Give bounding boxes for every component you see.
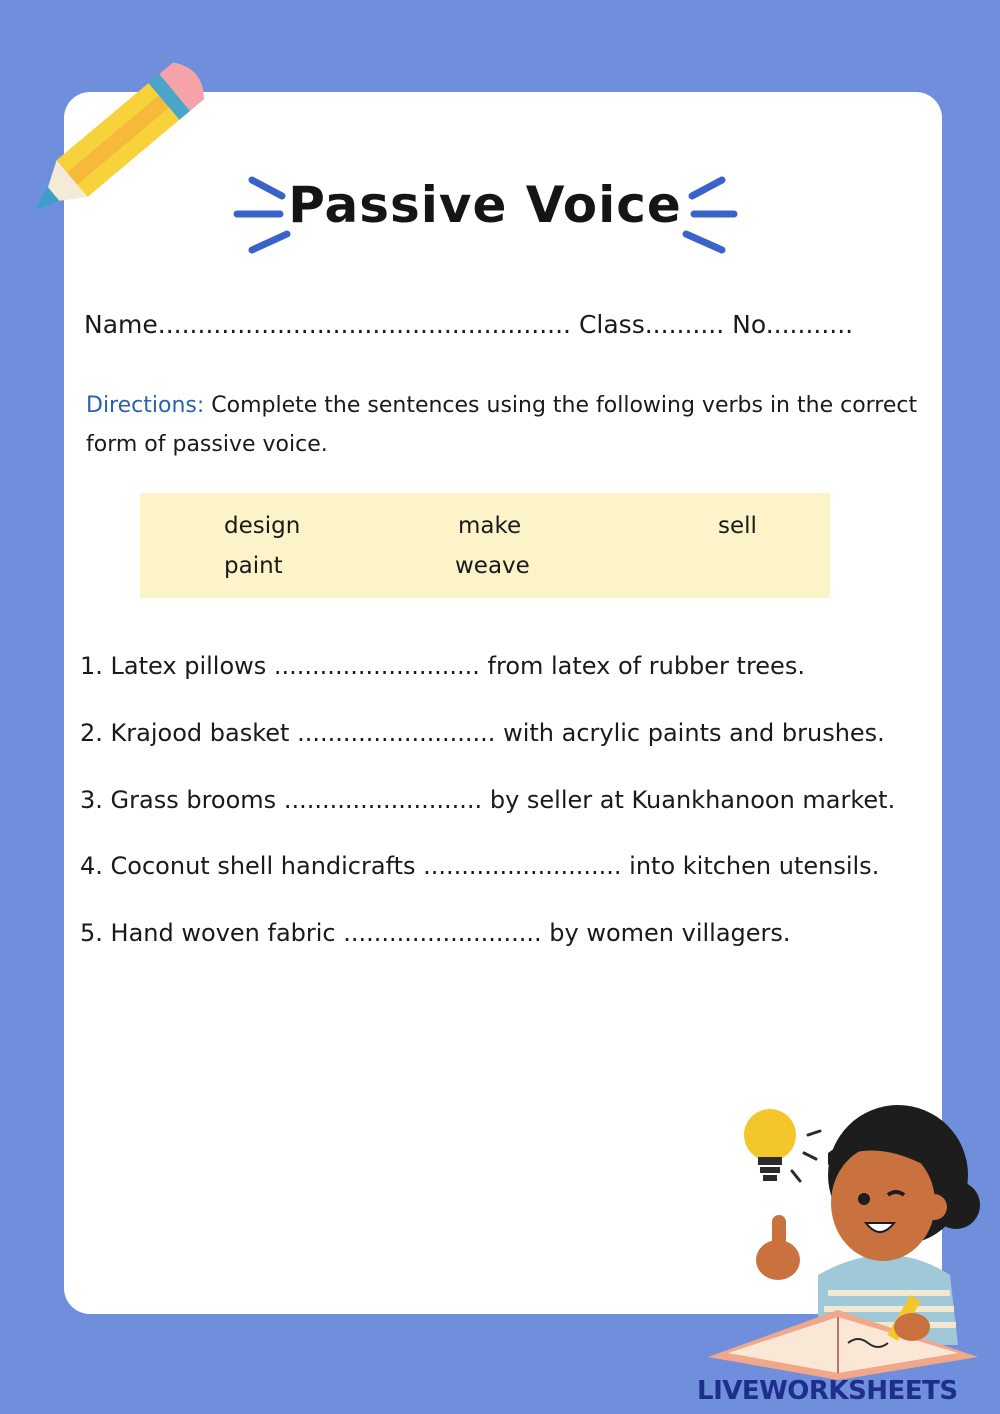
lightbulb-icon	[744, 1109, 820, 1181]
word-bank-item: weave	[455, 553, 530, 579]
question-5	[80, 919, 791, 947]
question-4	[80, 852, 879, 880]
class-field[interactable]: ..........	[644, 310, 725, 339]
question-text-before: Coconut shell handicrafts	[110, 852, 416, 880]
word-bank-item: paint	[224, 553, 283, 579]
class-label: Class	[578, 310, 645, 339]
question-text-before: Hand woven fabric	[110, 919, 336, 947]
word-bank-item: make	[458, 513, 522, 539]
student-info-line	[84, 310, 853, 339]
question-text-before: Grass brooms	[110, 786, 277, 814]
question-number: 3.	[80, 786, 103, 814]
question-text-after: into kitchen utensils.	[629, 852, 880, 880]
answer-blank[interactable]: ..........................	[283, 786, 483, 814]
answer-blank[interactable]: ..........................	[297, 719, 496, 747]
answer-blank[interactable]: ..........................	[343, 919, 542, 947]
question-3	[80, 786, 895, 814]
directions	[86, 386, 936, 464]
girl-illustration	[688, 1095, 988, 1385]
answer-blank[interactable]: ..........................	[423, 852, 622, 880]
question-text-after: from latex of rubber trees.	[487, 652, 805, 680]
liveworksheets-logo: LIVEWORKSHEETS	[697, 1376, 958, 1406]
question-text-after: by seller at Kuankhanoon market.	[489, 786, 896, 814]
question-1	[80, 652, 805, 680]
no-field[interactable]: ...........	[765, 310, 854, 339]
word-bank-item: design	[224, 513, 301, 539]
question-number: 5.	[80, 919, 103, 947]
directions-label: Directions:	[86, 393, 205, 418]
question-number: 1.	[80, 652, 103, 680]
question-number: 2.	[80, 719, 103, 747]
question-text-after: by women villagers.	[549, 919, 791, 947]
name-label: Name	[84, 310, 158, 339]
question-2	[80, 719, 885, 747]
word-bank	[140, 493, 830, 598]
question-text-before: Krajood basket	[110, 719, 290, 747]
name-field[interactable]: ....................................................	[157, 310, 571, 339]
question-number: 4.	[80, 852, 103, 880]
question-text-before: Latex pillows	[110, 652, 267, 680]
page-title: Passive Voice	[288, 176, 682, 234]
question-text-after: with acrylic paints and brushes.	[503, 719, 885, 747]
no-label: No	[732, 310, 766, 339]
word-bank-item: sell	[718, 513, 757, 539]
directions-text: Complete the sentences using the following verbs in the correct form of passive voice.	[86, 393, 918, 457]
answer-blank[interactable]: ...........................	[273, 652, 480, 680]
